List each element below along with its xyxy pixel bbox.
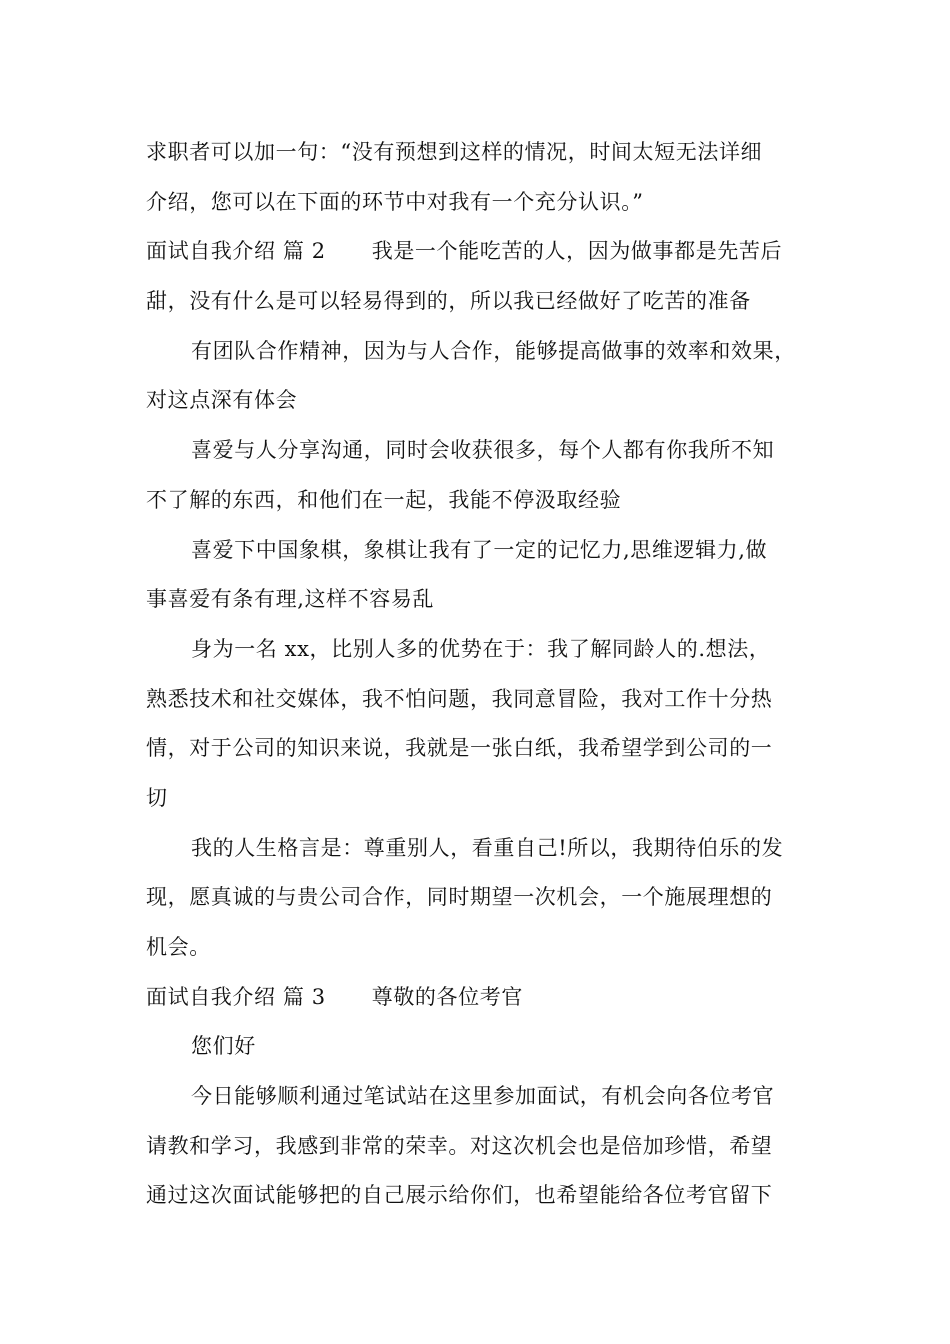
paragraph-line [146, 277, 826, 327]
paragraph-line [146, 1122, 826, 1172]
paragraph-line [146, 873, 826, 923]
paragraph-line [146, 923, 826, 973]
paragraph-line [146, 724, 826, 774]
line-text: 今日能够顺利通过笔试站在这里参加面试，有机会向各位考官 [191, 1084, 775, 1109]
line-text: 有团队合作精神，因为与人合作，能够提高做事的效率和效果， [191, 338, 796, 363]
section-heading: 面试自我介绍 篇 2 [146, 239, 326, 264]
line-text: 切 [146, 785, 168, 810]
paragraph-line [146, 1171, 826, 1221]
line-text: 机会。 [146, 935, 211, 959]
line-text: 您们好 [191, 1034, 256, 1059]
paragraph-line [146, 128, 826, 178]
paragraph-line [146, 774, 826, 824]
paragraph-line [146, 575, 826, 625]
section-heading-line [146, 227, 826, 277]
line-text: 身为一名 xx，比别人多的优势在于：我了解同龄人的.想法， [191, 636, 771, 661]
line-text: 介绍，您可以在下面的环节中对我有一个充分认识。” [146, 189, 644, 214]
paragraph-line [146, 376, 826, 426]
line-text: 喜爱下中国象棋，象棋让我有了一定的记忆力,思维逻辑力,做 [191, 537, 768, 562]
line-text: 请教和学习，我感到非常的荣幸。对这次机会也是倍加珍惜，希望 [146, 1133, 773, 1158]
paragraph-line [146, 675, 826, 725]
paragraph-line [146, 1022, 826, 1072]
line-text: 尊敬的各位考官 [371, 984, 523, 1009]
paragraph-line [146, 327, 826, 377]
section-heading: 面试自我介绍 篇 3 [146, 984, 326, 1009]
line-text: 现，愿真诚的与贵公司合作，同时期望一次机会，一个施展理想的 [146, 885, 773, 910]
line-text: 求职者可以加一句：“没有预想到这样的情况，时间太短无法详细 [146, 140, 763, 164]
line-text: 通过这次面试能够把的自己展示给你们，也希望能给各位考官留下 [146, 1183, 773, 1208]
paragraph-line [146, 476, 826, 526]
paragraph-line [146, 426, 826, 476]
paragraph-line [146, 178, 826, 228]
line-text: 熟悉技术和社交媒体，我不怕问题，我同意冒险，我对工作十分热 [146, 686, 773, 711]
paragraph-line [146, 625, 826, 675]
paragraph-line [146, 1072, 826, 1122]
line-text: 对这点深有体会 [146, 388, 298, 413]
paragraph-line [146, 526, 826, 576]
line-text: 我是一个能吃苦的人，因为做事都是先苦后 [371, 239, 783, 264]
line-text: 喜爱与人分享沟通，同时会收获很多，每个人都有你我所不知 [191, 438, 775, 463]
line-text: 事喜爱有条有理,这样不容易乱 [146, 587, 435, 612]
line-text: 不了解的东西，和他们在一起，我能不停汲取经验 [146, 487, 622, 512]
section-heading-line [146, 973, 826, 1023]
line-text: 甜，没有什么是可以轻易得到的，所以我已经做好了吃苦的准备 [146, 289, 751, 314]
document-body [146, 128, 826, 1221]
line-text: 我的人生格言是：尊重别人，看重自己!所以，我期待伯乐的发 [191, 835, 784, 860]
line-text: 情，对于公司的知识来说，我就是一张白纸，我希望学到公司的一 [146, 736, 773, 761]
paragraph-line [146, 824, 826, 874]
